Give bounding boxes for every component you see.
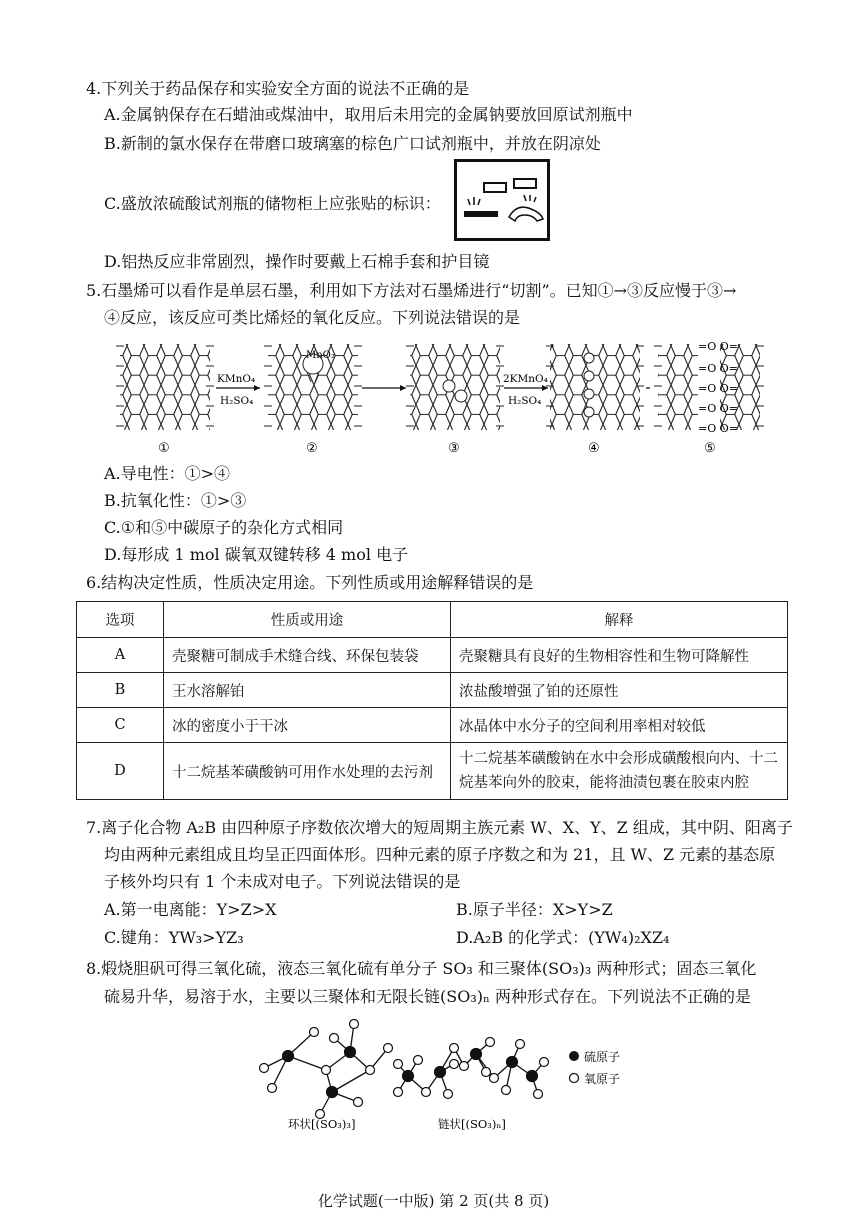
- row-c-property: 冰的密度小于干冰: [164, 708, 451, 743]
- chain-so3-structure: [398, 1042, 544, 1094]
- q5-stem-line1: 5.石墨烯可以看作是单层石墨，利用如下方法对石墨烯进行“切割”。已知①→③反应慢于③→: [86, 281, 737, 300]
- q4-option-d: D.铝热反应非常剧烈，操作时要戴上石棉手套和护目镜: [104, 252, 490, 271]
- row-c-key: C: [77, 708, 164, 743]
- svg-text:=O O=: =O O=: [698, 340, 738, 353]
- reaction-arrow-3: [504, 385, 548, 391]
- q8-stem-line1: 8.煅烧胆矾可得三氧化硫，液态三氧化硫有单分子 SO₃ 和三聚体(SO₃)₃ 两种形式；固态三氧化: [86, 959, 757, 978]
- legend-sulfur: 硫原子: [584, 1050, 621, 1064]
- page-footer: 化学试题(一中版) 第 2 页(共 8 页): [317, 1192, 550, 1210]
- reagent-1-bottom: H₂SO₄: [220, 395, 254, 407]
- row-b-explanation: 浓盐酸增强了铂的还原性: [451, 673, 788, 708]
- structure-label-3: ③: [448, 441, 460, 456]
- row-a-property: 壳聚糖可制成手术缝合线、环保包装袋: [164, 638, 451, 673]
- q7-option-b: B.原子半径：X>Y>Z: [456, 900, 613, 919]
- row-b-key: B: [77, 673, 164, 708]
- row-c-explanation: 冰晶体中水分子的空间利用率相对较低: [451, 708, 788, 743]
- svg-text:=O O=: =O O=: [698, 422, 738, 435]
- q5-option-c: C.①和⑤中碳原子的杂化方式相同: [104, 518, 344, 537]
- corrosive-hazard-icon: [454, 159, 550, 241]
- q5-stem-line2: ④反应，该反应可类比烯烃的氧化反应。下列说法错误的是: [104, 308, 521, 327]
- q6-table: [76, 601, 788, 800]
- structure-label-4: ④: [588, 441, 600, 456]
- q4-option-a: A.金属钠保存在石蜡油或煤油中，取用后未用完的金属钠要放回原试剂瓶中: [104, 105, 633, 124]
- chain-caption: 链状[(SO₃)ₙ]: [438, 1117, 506, 1130]
- graphene-cutting-diagram: [110, 336, 790, 460]
- q4-option-c: C.盛放浓硫酸试剂瓶的储物柜上应张贴的标识：: [104, 194, 441, 213]
- q7-option-c: C.键角：YW₃>YZ₃: [104, 928, 244, 947]
- row-b-property: 王水溶解铂: [164, 673, 451, 708]
- structure-label-5: ⑤: [704, 441, 716, 456]
- q6-stem: 6.结构决定性质，性质决定用途。下列性质或用途解释错误的是: [86, 573, 534, 592]
- graphene-structure-5: [654, 340, 764, 435]
- q5-option-a: A.导电性：①>④: [104, 464, 231, 483]
- structure-label-1: ①: [158, 441, 170, 456]
- oxygen-legend-dot: [570, 1074, 579, 1083]
- q5-option-d: D.每形成 1 mol 碳氧双键转移 4 mol 电子: [104, 545, 409, 564]
- q7-stem-line2: 均由两种元素组成且均呈正四面体形。四种元素的原子序数之和为 21，且 W、Z 元素的基态原: [104, 845, 776, 864]
- table-header-row: [77, 602, 788, 638]
- graphene-structure-1: [116, 344, 214, 430]
- row-d-explanation: 十二烷基苯磺酸钠在水中会形成磺酸根向内、十二烷基苯向外的胶束，能将油渍包裹在胶束内腔: [451, 743, 788, 800]
- row-a-key: A: [77, 638, 164, 673]
- q7-option-a: A.第一电离能：Y>Z>X: [104, 900, 277, 919]
- reaction-arrow-2: [362, 385, 406, 391]
- structure-label-2: ②: [306, 441, 318, 456]
- table-row: [77, 638, 788, 673]
- q5-option-b: B.抗氧化性：①>③: [104, 491, 247, 510]
- q7-stem-line3: 子核外均只有 1 个未成对电子。下列说法错误的是: [104, 872, 461, 891]
- q7-option-d: D.A₂B 的化学式：(YW₄)₂XZ₄: [456, 928, 670, 947]
- header-option: 选项: [77, 602, 164, 638]
- graphene-structure-4: [546, 344, 644, 430]
- header-property: 性质或用途: [164, 602, 451, 638]
- svg-text:=O O=: =O O=: [698, 362, 738, 375]
- mno2-label: MnO₂: [306, 350, 335, 361]
- q8-stem-line2: 硫易升华，易溶于水，主要以三聚体和无限长链(SO₃)ₙ 两种形式存在。下列说法不正确的是: [104, 987, 751, 1006]
- q4-stem: 4.下列关于药品保存和实验安全方面的说法不正确的是: [86, 79, 470, 98]
- row-d-property: 十二烷基苯磺酸钠可用作水处理的去污剂: [164, 743, 451, 800]
- table-row: [77, 743, 788, 800]
- sulfur-legend-dot: [569, 1051, 579, 1061]
- row-a-explanation: 壳聚糖具有良好的生物相容性和生物可降解性: [451, 638, 788, 673]
- reagent-1-top: KMnO₄: [217, 373, 256, 385]
- graphene-structure-3: [406, 344, 504, 430]
- reagent-2-top: 2KMnO₄: [503, 373, 548, 385]
- q4-option-b: B.新制的氯水保存在带磨口玻璃塞的棕色广口试剂瓶中，并放在阴凉处: [104, 134, 601, 153]
- svg-text:=O O=: =O O=: [698, 382, 738, 395]
- legend-oxygen: 氧原子: [584, 1072, 621, 1086]
- table-row: [77, 708, 788, 743]
- so3-structures-diagram: [250, 1018, 650, 1130]
- ring-caption: 环状[(SO₃)₃]: [288, 1117, 356, 1130]
- reaction-arrow-1: [216, 385, 260, 391]
- row-d-key: D: [77, 743, 164, 800]
- header-explanation: 解释: [451, 602, 788, 638]
- table-row: [77, 673, 788, 708]
- q7-stem-line1: 7.离子化合物 A₂B 由四种原子序数依次增大的短周期主族元素 W、X、Y、Z 组成，其中阴、阳离子: [86, 818, 793, 837]
- svg-text:=O O=: =O O=: [698, 402, 738, 415]
- reagent-2-bottom: H₂SO₄: [508, 395, 542, 407]
